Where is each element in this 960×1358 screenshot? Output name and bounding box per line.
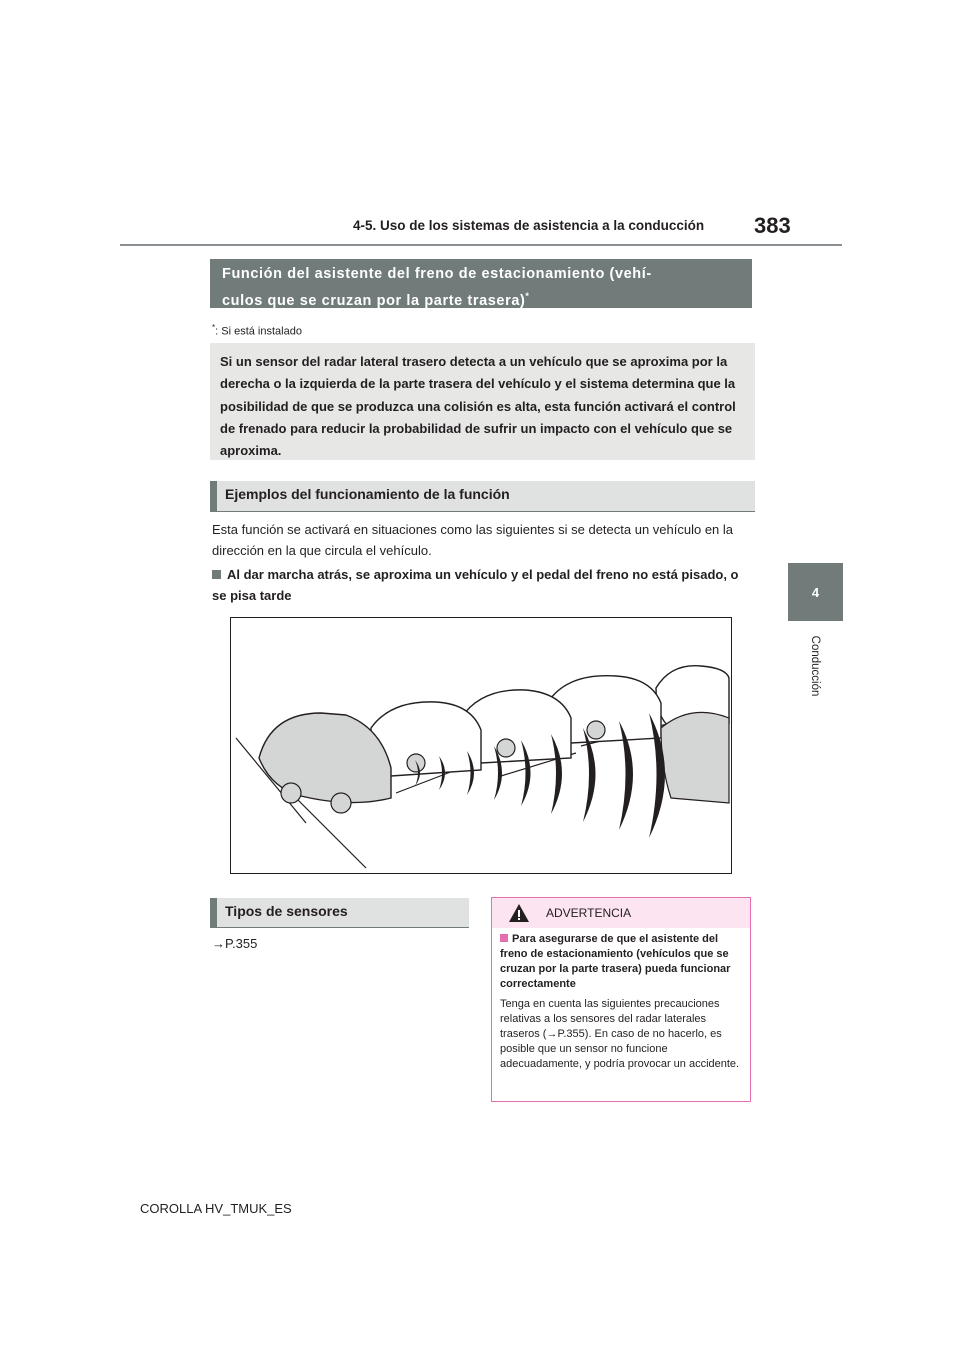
chapter-title: 4-5. Uso de los sistemas de asistencia a la conducción: [353, 218, 705, 233]
summary-box: Si un sensor del radar lateral trasero detecta a un vehículo que se aproxima por la derecha o la izquierda de la parte trasera del vehículo y el sistema determina que la posibilidad de que se produzca una colisión es alta, esta función activará el control de frenado para reducir la probabilidad de sufrir un impacto con el vehículo que se aproxima.: [210, 343, 755, 460]
section-title-line-1: Función del asistente del freno de estacionamiento (vehí-: [222, 266, 652, 282]
warning-box: [491, 897, 751, 1102]
examples-heading-rule: [210, 511, 755, 512]
parking-illustration: [230, 617, 732, 874]
page-number: 383: [754, 213, 791, 238]
footnote: *: Si está instalado: [212, 323, 302, 338]
chapter-tab-number: 4: [811, 584, 820, 600]
sensors-heading-rule: [210, 927, 469, 928]
examples-heading: Ejemplos del funcionamiento de la función: [210, 481, 755, 511]
sensors-page-reference[interactable]: →P.355: [212, 936, 258, 951]
header-divider: [120, 244, 842, 246]
section-title: [210, 259, 752, 308]
examples-intro: Esta función se activará en situaciones como las siguientes si se detecta un vehículo en la dirección en la que circula el vehículo.: [212, 522, 734, 558]
warning-triangle-icon: [508, 903, 530, 923]
bullet-square-icon: [212, 570, 221, 579]
warning-header: [492, 898, 750, 928]
warning-bold-text: Para asegurarse de que el asistente del freno de estacionamiento (vehículos que se cruzan por la parte trasera) pueda funcionar correctamente: [500, 933, 731, 990]
warning-title: ADVERTENCIA: [546, 906, 632, 920]
footer-code: COROLLA HV_TMUK_ES: [140, 1201, 292, 1216]
sensors-heading: Tipos de sensores: [210, 898, 469, 928]
warning-body-text: Tenga en cuenta las siguientes precauciones relativas a los sensores del radar laterales traseros (→P.355). En caso de no hacerlo, es posible que un sensor no funcione adecuadamente, y podría provocar un accidente.: [500, 998, 740, 1070]
warning-bullet-square-icon: [500, 934, 508, 942]
chapter-tab[interactable]: [788, 563, 843, 621]
chapter-tab-label: Conducción: [809, 635, 821, 697]
section-title-line-2: culos que se cruzan por la parte trasera)*: [222, 291, 530, 309]
section-asterisk: *: [525, 291, 530, 301]
examples-bullet: Al dar marcha atrás, se aproxima un vehículo y el pedal del freno no está pisado, o se pisa tarde: [212, 567, 739, 603]
parking-scene-svg: [231, 618, 731, 873]
